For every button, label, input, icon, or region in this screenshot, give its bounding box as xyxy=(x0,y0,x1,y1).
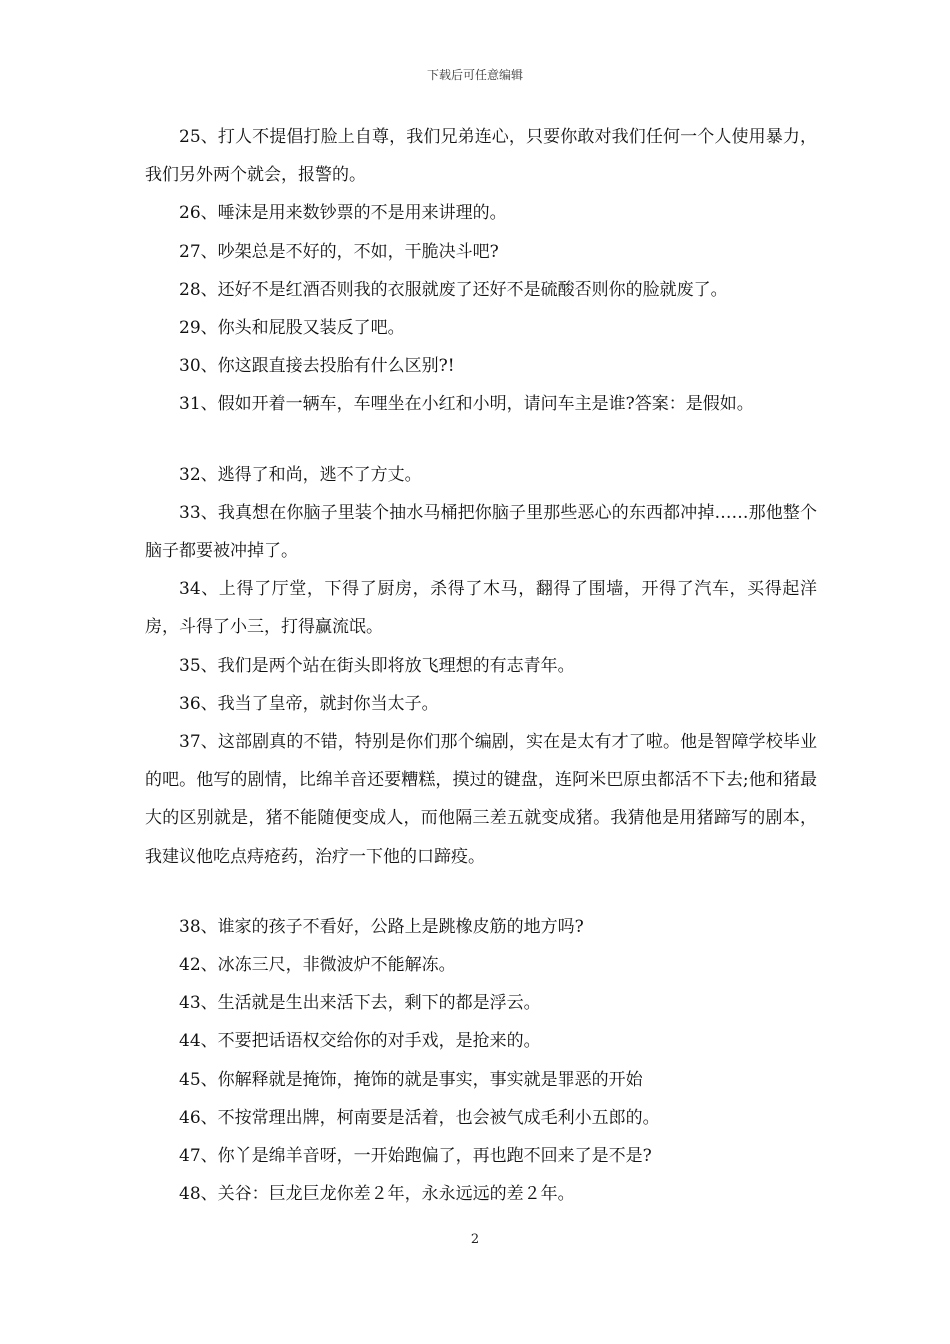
paragraph-33: 33、我真想在你脑子里装个抽水马桶把你脑子里那些恶心的东西都冲掉……那他整个脑子都要被冲掉了。 xyxy=(145,502,817,562)
paragraph-31: 31、假如开着一辆车，车哩坐在小红和小明，请问车主是谁?答案：是假如。 xyxy=(179,394,754,415)
paragraph-48: 48、关谷：巨龙巨龙你差２年，永永远远的差２年。 xyxy=(179,1184,575,1205)
paragraph-38: 38、谁家的孩子不看好，公路上是跳橡皮筋的地方吗? xyxy=(179,916,584,937)
paragraph-27: 27、吵架总是不好的，不如，干脆决斗吧? xyxy=(179,241,499,262)
paragraph-44: 44、不要把话语权交给你的对手戏，是抢来的。 xyxy=(179,1031,541,1052)
paragraph-36: 36、我当了皇帝，就封你当太子。 xyxy=(179,693,439,714)
paragraph-46: 46、不按常理出牌，柯南要是活着，也会被气成毛利小五郎的。 xyxy=(179,1107,660,1128)
paragraph-47: 47、你丫是绵羊音呀，一开始跑偏了，再也跑不回来了是不是? xyxy=(179,1146,652,1167)
document-body xyxy=(145,118,817,1213)
paragraph-34: 34、上得了厅堂，下得了厨房，杀得了木马，翻得了围墙，开得了汽车，买得起洋房，斗得了小三，打得赢流氓。 xyxy=(145,579,817,638)
page-header: 下载后可任意编辑 xyxy=(426,68,523,82)
page-number: 2 xyxy=(470,1232,480,1247)
paragraph-42: 42、冰冻三尺，非微波炉不能解冻。 xyxy=(179,955,456,976)
paragraph-43: 43、生活就是生出来活下去，剩下的都是浮云。 xyxy=(179,993,541,1014)
paragraph-29: 29、你头和屁股又装反了吧。 xyxy=(179,318,405,339)
paragraph-35: 35、我们是两个站在街头即将放飞理想的有志青年。 xyxy=(179,655,575,676)
paragraph-28: 28、还好不是红酒否则我的衣服就废了还好不是硫酸否则你的脸就废了。 xyxy=(179,279,728,300)
paragraph-45: 45、你解释就是掩饰，掩饰的就是事实，事实就是罪恶的开始 xyxy=(179,1069,643,1090)
paragraph-30: 30、你这跟直接去投胎有什么区别?! xyxy=(179,356,455,377)
paragraph-37: 37、这部剧真的不错，特别是你们那个编剧，实在是太有才了啦。他是智障学校毕业的吧。他写的剧情，比绵羊音还要糟糕，摸过的键盘，连阿米巴原虫都活不下去;他和猪最大的区别就是，猪不能随便变成人，而他隔三差五就变成猪。我猜他是用猪蹄写的剧本，我建议他吃点痔疮药，治疗一下他的口蹄疫。 xyxy=(145,732,817,867)
paragraph-32: 32、逃得了和尚，逃不了方丈。 xyxy=(179,464,422,485)
paragraph-25: 25、打人不提倡打脸上自尊，我们兄弟连心，只要你敢对我们任何一个人使用暴力，我们另外两个就会，报警的。 xyxy=(145,127,817,186)
paragraph-26: 26、唾沫是用来数钞票的不是用来讲理的。 xyxy=(179,203,507,224)
